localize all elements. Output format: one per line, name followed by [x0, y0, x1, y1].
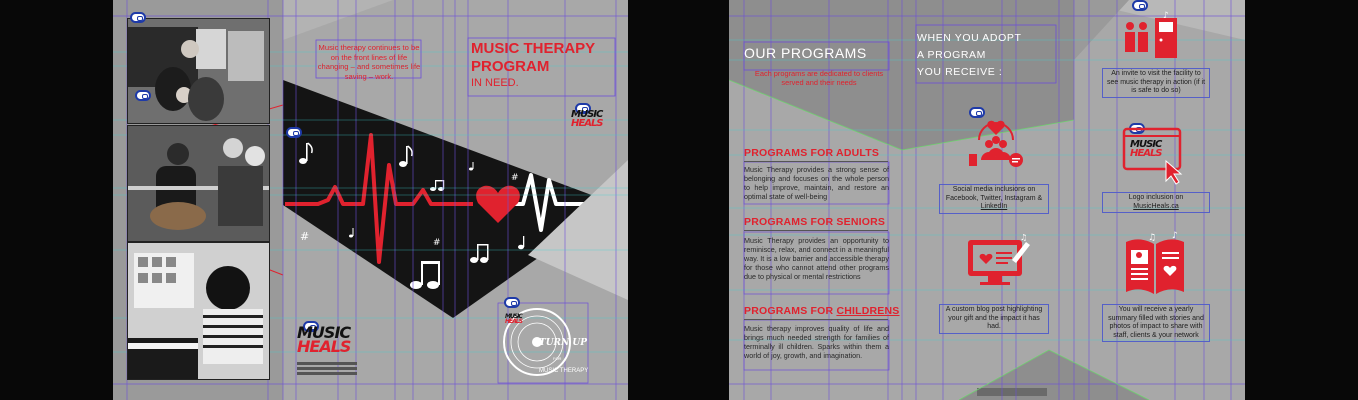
benefit-logo-text: Logo inclusion on [1128, 194, 1184, 201]
pennant-shape [283, 80, 613, 318]
svg-text:#: # [433, 238, 441, 248]
logo-music-text: MUSIC [297, 323, 351, 342]
photo-piano-elderly [127, 18, 270, 124]
title-subtitle: IN NEED. [471, 77, 519, 89]
programs-seniors-text: Music Therapy provides an opportunity to reminisce, relax, and connect in a meaningful way. It is a low barrier and accessible therapy for those who cannot attend other programs due to physical or mental restrictions [744, 236, 889, 281]
svg-text:#: # [511, 173, 519, 183]
musicheals-link[interactable]: MusicHeals.ca [1133, 202, 1179, 210]
brochure-inner-spread [729, 0, 1245, 400]
link-icon[interactable] [286, 127, 302, 138]
logo-music-text: MUSIC [571, 109, 603, 120]
benefit-summary: You will receive a yearly summary filled with stories and photos of impact to share with staff, clients & your network [1102, 304, 1210, 342]
benefit-social [939, 184, 1049, 214]
svg-text:♪: ♪ [1163, 11, 1169, 21]
adopt-line-2: A PROGRAM [917, 49, 986, 61]
title-line-2: PROGRAM [471, 58, 550, 75]
svg-text:♫: ♫ [1020, 233, 1028, 242]
vinyl-for: FOR [553, 356, 562, 361]
vinyl-record-icon [501, 306, 589, 382]
adopt-line-3: YOU RECEIVE : [917, 66, 1003, 78]
yearly-book-icon [1122, 228, 1188, 298]
programs-title: OUR PROGRAMS [744, 45, 867, 61]
photo-guitar-group [127, 125, 270, 242]
adopt-line-1: WHEN YOU ADOPT [917, 32, 1022, 44]
children-heading-prefix: PROGRAMS FOR [744, 305, 837, 317]
quote-text: Music therapy continues to be on the front lines of life changing – and sometimes life saving – work. [317, 43, 421, 81]
icon-logo-heals: HEALS [1130, 148, 1162, 159]
children-heading-link[interactable]: CHILDRENS [836, 305, 900, 317]
brochure-outer-spread [113, 0, 628, 400]
logo-heals-text: HEALS [297, 337, 351, 357]
visit-door-icon [1121, 8, 1181, 64]
link-icon[interactable] [135, 90, 151, 101]
vinyl-turn-up: TURN UP [539, 338, 588, 348]
vinyl-logo-heals: HEALS [505, 318, 522, 326]
programs-adults-heading: PROGRAMS FOR ADULTS [744, 147, 880, 159]
programs-subtitle: Each programs are dedicated to clients served and their needs [754, 69, 884, 88]
benefit-blog: A custom blog post highlighting your gift and the impact it has had. [939, 304, 1049, 334]
benefit-logo [1102, 192, 1210, 213]
svg-text:♫: ♫ [1148, 233, 1157, 243]
vinyl-music-therapy: MUSIC THERAPY [539, 368, 589, 374]
benefit-invite: An invite to visit the facility to see music therapy in action (if it is safe to do so) [1102, 68, 1210, 98]
page-title [471, 40, 595, 91]
programs-seniors-heading: PROGRAMS FOR SENIORS [744, 216, 886, 228]
music-heals-logo-small [571, 110, 603, 128]
adopt-heading [917, 30, 1021, 81]
linkedin-link[interactable]: LinkedIn [980, 203, 1008, 211]
blog-laptop-icon [964, 230, 1034, 290]
link-icon[interactable] [130, 12, 146, 23]
social-heart-icon [961, 110, 1031, 172]
programs-children-text: Music therapy improves quality of life and brings much needed strength for families of terminally ill children. Sparks within them a world of joy, growth, and imagination. [744, 324, 889, 360]
title-line-1: MUSIC THERAPY [471, 40, 596, 57]
programs-children-heading [744, 305, 900, 317]
icon-logo-music: MUSIC [1130, 139, 1162, 150]
svg-text:♪: ♪ [1172, 231, 1178, 241]
vinyl-logo-music: MUSIC [505, 313, 522, 320]
programs-adults-text: Music Therapy provides a strong sense of belonging and focuses on the whole person to help improve, maintain, and restore an optimal state of well-being [744, 165, 889, 201]
benefit-social-text: Social media inclusions on Facebook, Twitter, Instagram & [945, 186, 1043, 202]
logo-bars [297, 362, 357, 375]
logo-heals-text: HEALS [571, 118, 603, 129]
music-heals-logo [297, 323, 351, 357]
svg-text:#: # [300, 230, 310, 243]
photo-child-piano [127, 242, 270, 380]
logo-cursor-icon [1122, 127, 1186, 185]
